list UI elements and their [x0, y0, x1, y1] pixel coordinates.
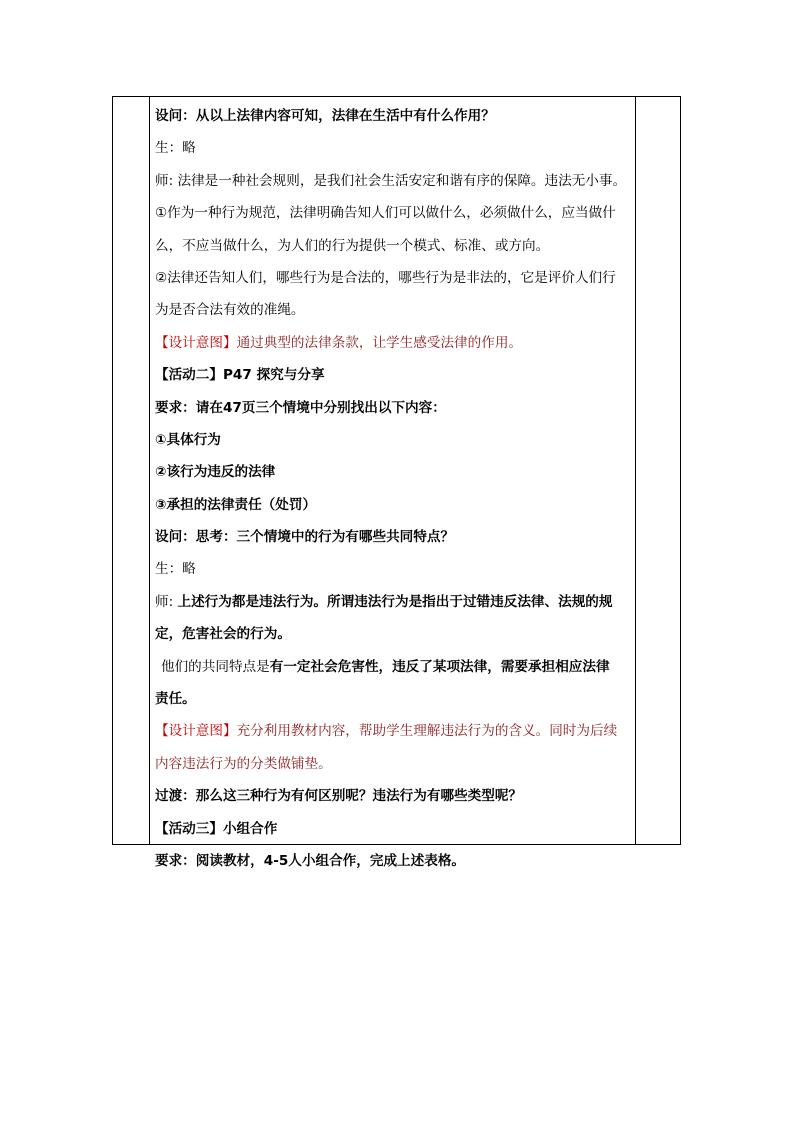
- activity-three-heading: 【活动三】小组合作: [155, 820, 278, 837]
- list-item: ①具体行为: [155, 431, 221, 448]
- paragraph-line: 定，危害社会的行为。: [155, 626, 291, 643]
- teacher-prefix: 师:: [155, 593, 178, 610]
- paragraph-line: ①作为一种行为规范，法律明确告知人们可以做什么，必须做什么，应当做什: [155, 205, 616, 222]
- right-column: [635, 97, 680, 844]
- question-line: 设问：从以上法律内容可知，法律在生活中有什么作用？: [155, 108, 495, 124]
- design-intent-tag: 【设计意图】: [155, 334, 237, 351]
- teacher-statement: 上述行为都是违法行为。所谓违法行为是指出于过错违反法律、法规的规: [177, 593, 613, 610]
- requirement-line: 要求：阅读教材，4-5人小组合作，完成上述表格。: [155, 852, 466, 869]
- paragraph-line: 么，不应当做什么，为人们的行为提供一个模式、标准、或方向。: [155, 237, 550, 254]
- transition-line: 过渡：那么这三种行为有何区别呢？违法行为有哪些类型呢？: [155, 788, 523, 805]
- lesson-table: [112, 96, 681, 869]
- student-answer: 生：略: [155, 561, 196, 578]
- list-item: ③承担的法律责任（处罚）: [155, 496, 317, 513]
- list-item: ②该行为违反的法律: [155, 464, 276, 481]
- design-intent-continuation: 内容违法行为的分类做铺垫。: [155, 755, 332, 772]
- paragraph-line: 责任。: [155, 691, 196, 708]
- left-column: [113, 97, 150, 844]
- common-feature-text: 有一定社会危害性，违反了某项法律，需要承担相应法律: [269, 658, 610, 675]
- design-intent-text: 通过典型的法律条款，让学生感受法律的作用。: [236, 334, 523, 351]
- main-column: [155, 100, 635, 877]
- design-intent-text: 充分利用教材内容，帮助学生理解违法行为的含义。同时为后续: [236, 723, 618, 740]
- paragraph-line: [155, 651, 635, 683]
- paragraph-line: ②法律还告知人们，哪些行为是合法的，哪些行为是非法的，它是评价人们行: [155, 269, 616, 286]
- requirement-line: 要求：请在47页三个情境中分别找出以下内容：: [155, 399, 446, 416]
- teacher-line: [155, 586, 635, 618]
- design-intent-line: [155, 327, 635, 359]
- common-feature-lead: 他们的共同特点是: [161, 658, 270, 675]
- paragraph-line: 为是否合法有效的准绳。: [155, 302, 305, 319]
- question-line: 设问：思考：三个情境中的行为有哪些共同特点？: [155, 529, 455, 546]
- design-intent-tag: 【设计意图】: [155, 723, 237, 740]
- teacher-line: 师: 法律是一种社会规则，是我们社会生活安定和谐有序的保障。违法无小事。: [155, 172, 627, 189]
- activity-two-heading: 【活动二】P47 探究与分享: [155, 367, 325, 384]
- design-intent-line: [155, 715, 635, 747]
- student-answer: 生：略: [155, 140, 196, 157]
